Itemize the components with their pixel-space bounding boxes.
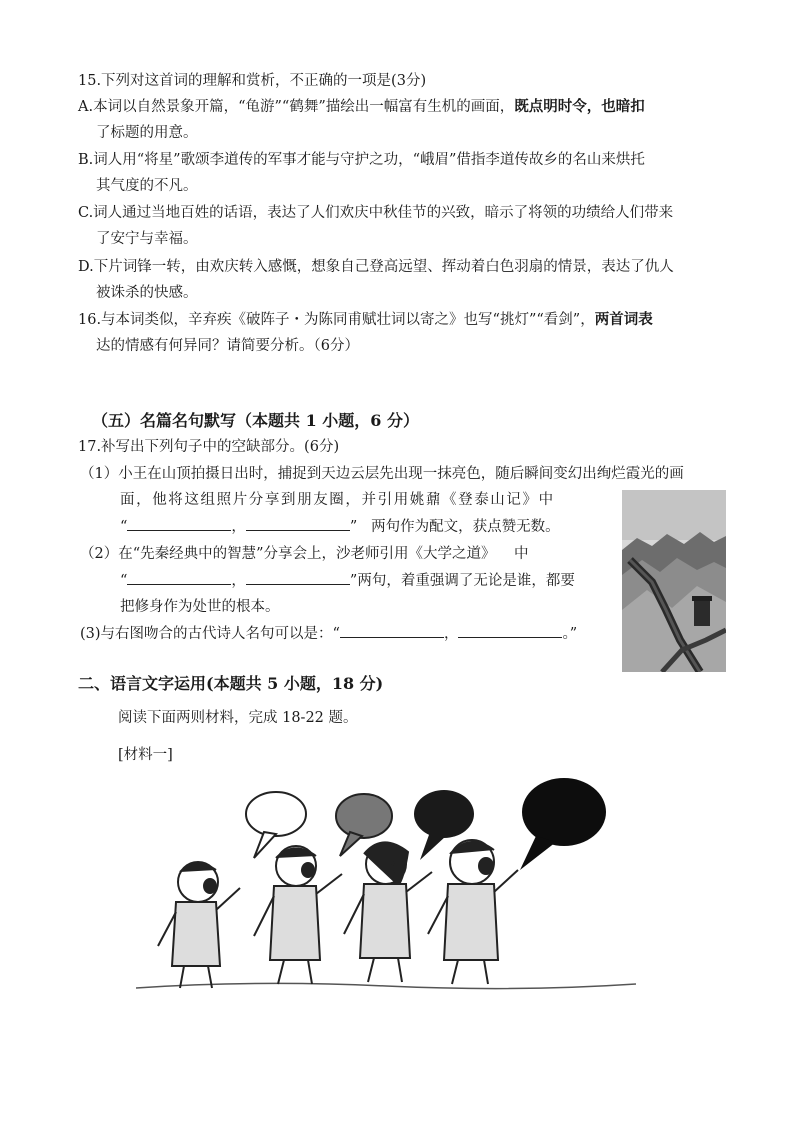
section-2-title: 二、语言文字运用(本题共 5 小题，18 分): [78, 674, 384, 693]
q17-part2-tail: 中: [514, 546, 529, 562]
q15-option-a-text-bold: 既点明时令，也暗扣: [514, 98, 645, 115]
q17-part2-line1: [80, 543, 529, 565]
comma: ，: [443, 626, 459, 642]
answer-blank-4[interactable]: [246, 570, 350, 585]
answer-blank-5[interactable]: [340, 623, 444, 638]
q17-part1-tail: 两句作为配文，获点赞无数。: [371, 519, 560, 535]
person-3: [344, 842, 432, 982]
section-2-intro: 阅读下面两则材料，完成 18-22 题。: [118, 710, 358, 726]
close-quote: 。”: [562, 626, 578, 642]
q17-part2-line2: [120, 570, 575, 592]
speech-bubble-4: [520, 778, 606, 870]
q16-stem-bold: 两首词表: [594, 311, 653, 328]
answer-blank-6[interactable]: [458, 623, 562, 638]
q17-part1-line1: （1）小王在山顶拍摄日出时，捕捉到天边云层先出现一抹亮色，随后瞬间变幻出绚烂霞光的画: [80, 466, 684, 482]
q16-stem-cont: 达的情感有何异同？请简要分析。（6分）: [96, 338, 359, 354]
person-4: [428, 840, 518, 984]
q17-part1-line2: 面，他将这组照片分享到朋友圈，并引用姚鼐《登泰山记》中: [120, 492, 555, 508]
q17-part3: [80, 623, 577, 645]
q16-stem: [78, 309, 653, 331]
q17-part2-line3: 把修身作为处世的根本。: [120, 599, 280, 615]
q15-option-b: B.词人用“将星”歌颂李道传的军事才能与守护之功，“峨眉”借指李道传故乡的名山来烘托: [78, 152, 645, 168]
q17-part1-line3: [120, 516, 560, 538]
q15-option-c: C.词人通过当地百姓的话语，表达了人们欢庆中秋佳节的兴致，暗示了将领的功绩给人们带来: [78, 205, 674, 221]
q15-option-a-text: A.本词以自然景象开篇，“龟游”“鹤舞”描绘出一幅富有生机的画面，: [78, 99, 515, 115]
material-1-label: [材料一]: [118, 747, 173, 763]
comma: ，: [231, 519, 246, 535]
q17-part2-tail2: ”两句，着重强调了无论是谁，都要: [349, 573, 575, 589]
open-quote: “: [120, 519, 128, 535]
q16-stem-text: 16.与本词类似，辛弃疾《破阵子・为陈同甫赋壮词以寄之》也写“挑灯”“看剑”，: [78, 312, 595, 328]
q17-stem: 17.补写出下列句子中的空缺部分。(6分): [78, 439, 340, 455]
open-quote: “: [120, 573, 128, 589]
q15-option-d: D.下片词锋一转，由欢庆转入感慨，想象自己登高远望、挥动着白色羽扇的情景，表达了仇人: [78, 259, 674, 275]
answer-blank-2[interactable]: [246, 516, 350, 531]
cartoon-illustration: [136, 770, 636, 995]
person-2: [254, 846, 342, 984]
q15-option-d-cont: 被诛杀的快感。: [96, 285, 198, 301]
q17-part2-text: （2）在“先秦经典中的智慧”分享会上，沙老师引用《大学之道》: [80, 546, 496, 562]
answer-blank-3[interactable]: [127, 570, 231, 585]
person-1: [158, 862, 240, 988]
q15-option-a-cont: 了标题的用意。: [96, 125, 198, 141]
q15-option-c-cont: 了安宁与幸福。: [96, 231, 198, 247]
close-quote: ”: [349, 519, 358, 535]
comma: ，: [231, 573, 246, 589]
q15-stem: 15.下列对这首词的理解和赏析，不正确的一项是(3分): [78, 73, 427, 89]
q15-option-a: [78, 96, 645, 118]
section-5-title: （五）名篇名句默写（本题共 1 小题，6 分）: [92, 411, 419, 430]
great-wall-photo: [622, 490, 726, 672]
answer-blank-1[interactable]: [127, 516, 231, 531]
q17-part3-text: (3)与右图吻合的古代诗人名句可以是：“: [80, 626, 340, 642]
q15-option-b-cont: 其气度的不凡。: [96, 178, 198, 194]
